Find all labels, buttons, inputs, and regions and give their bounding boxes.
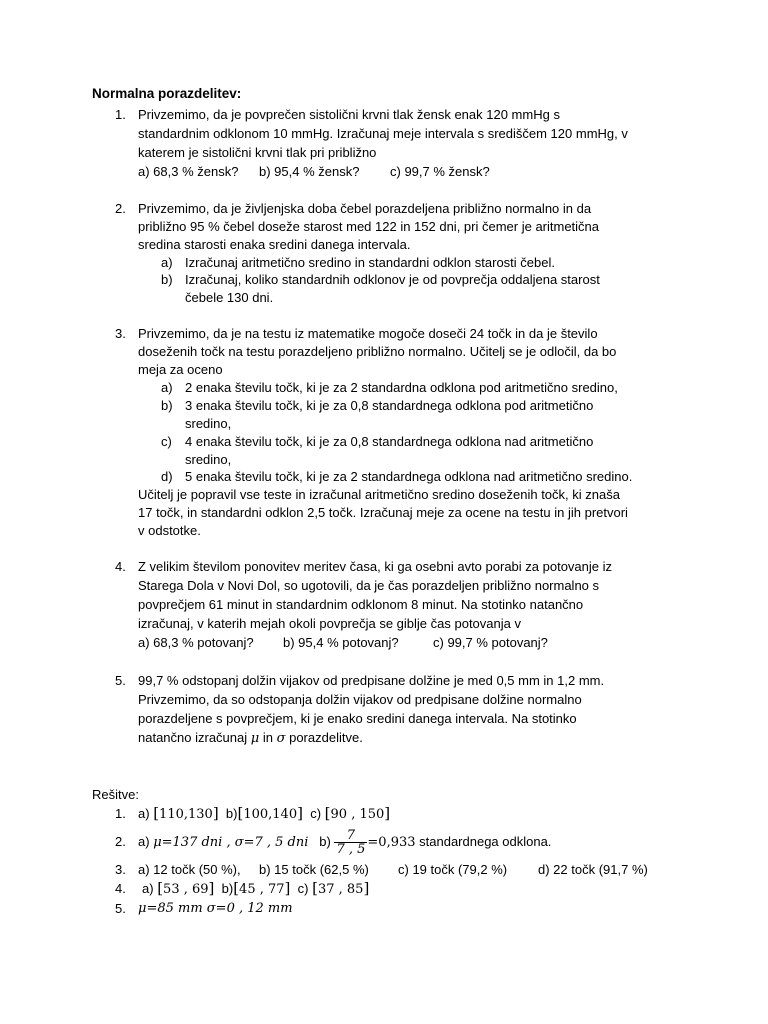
problem-2-sub-b-text-1: Izračunaj, koliko standardnih odklonov je od povprečja oddaljena starost	[185, 272, 600, 287]
mu-symbol: μ	[250, 731, 260, 746]
problem-5-last-post: porazdelitve.	[289, 730, 363, 745]
fraction-numerator: 7	[334, 829, 367, 843]
problem-3-sub-b-label: b)	[161, 398, 173, 413]
problem-2-line-2: približno 95 % čebel doseže starost med 122 in 152 dni, pri čemer je aritmetična	[138, 219, 600, 234]
problem-2-line-1: Privzemimo, da je življenjska doba čebel porazdeljena približno normalno in da	[138, 201, 592, 216]
problem-1-line-2: standardnim odklonom 10 mmHg. Izračunaj meje intervala s središčem 120 mmHg, v	[138, 126, 628, 141]
problem-5-number: 5.	[115, 673, 126, 688]
problem-4-line-2: Starega Dola v Novi Dol, so ugotovili, da je čas porazdeljen približno normalno s	[138, 578, 600, 593]
page-title: Normalna porazdelitev:	[92, 86, 242, 101]
problem-4-option-b: b) 95,4 % potovanj?	[283, 635, 399, 650]
solution-2-b-value: =0,933	[367, 835, 416, 850]
solution-4-c-value: 37 , 85	[317, 882, 364, 897]
problem-3-sub-d-label: d)	[161, 469, 173, 484]
solution-4-b-label: b)	[221, 881, 234, 896]
solution-2-b-label: b)	[319, 834, 331, 849]
sigma-symbol: σ	[276, 731, 286, 746]
problem-1-number: 1.	[115, 107, 126, 122]
problem-4-option-a: a) 68,3 % potovanj?	[138, 635, 254, 650]
solution-1-c-value: 90 , 150	[330, 807, 385, 822]
problem-5-last-pre: natančno izračunaj	[138, 730, 248, 745]
solution-2-number: 2.	[115, 834, 126, 849]
problem-5-mid: in	[262, 730, 273, 745]
problem-3-sub-b-text-2: sredino,	[185, 416, 232, 431]
solution-2-a-label: a)	[138, 834, 150, 849]
solution-2-a-value: μ=137 dni , σ=7 , 5 dni	[153, 835, 309, 850]
problem-3-sub-c-label: c)	[161, 434, 172, 449]
problem-2-number: 2.	[115, 201, 126, 216]
solution-1-a-label: a)	[138, 806, 150, 821]
solution-3-a: a) 12 točk (50 %),	[138, 862, 241, 877]
problem-5-line-2: Privzemimo, da so odstopanja dolžin vijakov od predpisane dolžine normalno	[138, 692, 582, 707]
problem-2-sub-b-text-2: čebele 130 dni.	[185, 290, 274, 305]
problem-3-number: 3.	[115, 326, 126, 341]
problem-3-sub-b-text-1: 3 enaka številu točk, ki je za 0,8 standardnega odklona pod aritmetično	[185, 398, 594, 413]
problem-3-sub-c-text-2: sredino,	[185, 452, 232, 467]
problem-5-line-4	[138, 729, 363, 748]
problem-4-line-4: izračunaj, v katerih mejah okoli povprečja se giblje čas potovanja v	[138, 616, 521, 631]
fraction-denominator: 7 , 5	[336, 842, 366, 858]
solution-1-b-value: 100,140	[243, 807, 298, 822]
problem-1-option-c: c) 99,7 % žensk?	[390, 164, 490, 179]
problem-3-after-1: Učitelj je popravil vse teste in izračunal aritmetično sredino doseženih točk, ki znaša	[138, 487, 620, 502]
problem-5-line-1: 99,7 % odstopanj dolžin vijakov od predpisane dolžine je med 0,5 mm in 1,2 mm.	[138, 673, 605, 688]
solution-2-fraction	[334, 829, 367, 856]
problem-3-sub-c-text-1: 4 enaka številu točk, ki je za 0,8 standardnega odklona nad aritmetično	[185, 434, 594, 449]
problem-2-sub-a-label: a)	[161, 255, 173, 270]
problem-1-line-3: katerem je sistolični krvni tlak pri približno	[138, 145, 377, 160]
problem-2-sub-b-label: b)	[161, 272, 173, 287]
solution-4-a-label: a)	[142, 881, 154, 896]
solution-3-c: c) 19 točk (79,2 %)	[398, 862, 508, 877]
solutions-heading: Rešitve:	[92, 787, 139, 802]
problem-1-option-a: a) 68,3 % žensk?	[138, 164, 239, 179]
problem-4-line-1: Z velikim številom ponovitev meritev časa, ki ga osebni avto porabi za potovanje iz	[138, 559, 612, 574]
problem-4-line-3: povprečjem 61 minut in standardnim odklonom 8 minut. Na stotinko natančno	[138, 597, 584, 612]
solution-4-a-value: 53 , 69	[163, 882, 209, 897]
solution-4-b-value: 45 , 77	[239, 882, 285, 897]
solution-1-b-label: b)	[225, 806, 238, 821]
problem-3-after-2: 17 točk, in standardni odklon 2,5 točk. Izračunaj meje za ocene na testu in jih pretvori	[138, 505, 628, 520]
problem-3-sub-a-label: a)	[161, 380, 173, 395]
problem-3-sub-a-text: 2 enaka številu točk, ki je za 2 standardna odklona pod aritmetično sredino,	[185, 380, 618, 395]
solution-1-c-label: c)	[310, 806, 322, 821]
problem-2-sub-a-text: Izračunaj aritmetično sredino in standardni odklon starosti čebel.	[185, 255, 555, 270]
solution-4-c-label: c)	[297, 881, 309, 896]
problem-3-line-1: Privzemimo, da je na testu iz matematike mogoče doseči 24 točk in da je število	[138, 326, 598, 341]
solution-3-b: b) 15 točk (62,5 %)	[259, 862, 369, 877]
problem-5-line-3: porazdeljene s povprečjem, ki je enako sredini danega intervala. Na stotinko	[138, 711, 577, 726]
problem-2-line-3: sredina starosti enaka sredini danega intervala.	[138, 237, 411, 252]
problem-3-after-3: v odstotke.	[138, 523, 201, 538]
solution-4: a) [53 , 69] b)[45 , 77] c) [37 , 85]	[142, 879, 370, 897]
solution-1: a) [110,130] b)[100,140] c) [90 , 150]	[138, 804, 391, 822]
solution-2-tail: standardnega odklona.	[419, 834, 552, 849]
problem-4-option-c: c) 99,7 % potovanj?	[433, 635, 548, 650]
problem-3-line-3: meja za oceno	[138, 362, 223, 377]
solution-5-value: μ=85 mm σ=0 , 12 mm	[138, 901, 293, 916]
solution-2	[138, 824, 551, 861]
solution-1-number: 1.	[115, 806, 126, 821]
problem-1-option-b: b) 95,4 % žensk?	[259, 164, 360, 179]
solution-3-number: 3.	[115, 862, 126, 877]
solution-5-number: 5.	[115, 901, 126, 916]
problem-3-sub-d-text: 5 enaka številu točk, ki je za 2 standardnega odklona nad aritmetično sredino.	[185, 469, 633, 484]
problem-4-number: 4.	[115, 559, 126, 574]
solution-1-a-value: 110,130	[159, 807, 213, 822]
solution-3-d: d) 22 točk (91,7 %)	[538, 862, 648, 877]
solution-4-number: 4.	[115, 881, 126, 896]
problem-3-line-2: doseženih točk na testu porazdeljeno približno normalno. Učitelj se je odločil, da bo	[138, 344, 617, 359]
problem-1-line-1: Privzemimo, da je povprečen sistolični krvni tlak žensk enak 120 mmHg s	[138, 107, 560, 122]
